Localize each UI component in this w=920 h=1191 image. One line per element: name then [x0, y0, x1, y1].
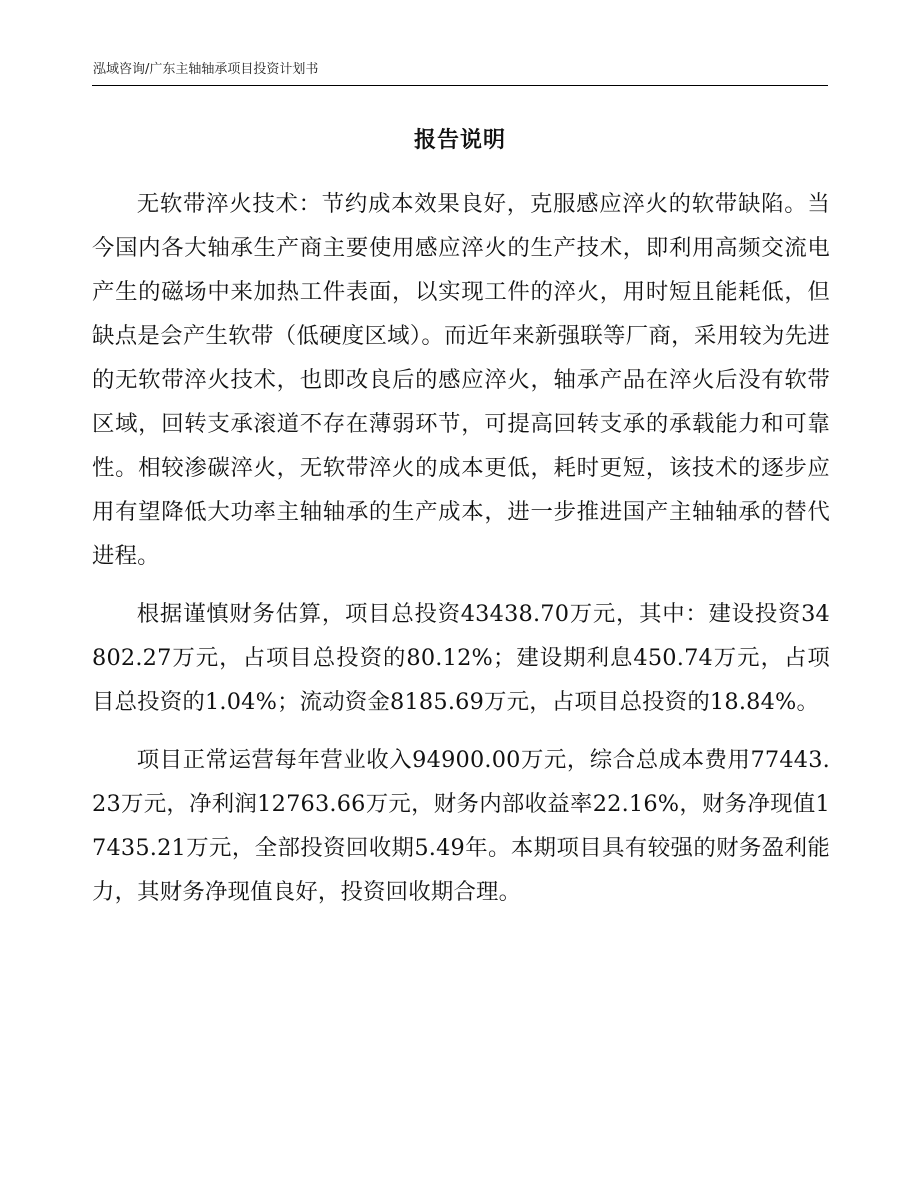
document-body: [92, 182, 830, 928]
paragraph-technology: 无软带淬火技术：节约成本效果良好，克服感应淬火的软带缺陷。当今国内各大轴承生产商主要使用感应淬火的生产技术，即利用高频交流电产生的磁场中来加热工件表面，以实现工件的淬火，用时短且能耗低，但缺点是会产生软带（低硬度区域）。而近年来新强联等厂商，采用较为先进的无软带淬火技术，也即改良后的感应淬火，轴承产品在淬火后没有软带区域，回转支承滚道不存在薄弱环节，可提高回转支承的承载能力和可靠性。相较渗碳淬火，无软带淬火的成本更低，耗时更短，该技术的逐步应用有望降低大功率主轴轴承的生产成本，进一步推进国产主轴轴承的替代进程。: [92, 191, 830, 569]
paragraph-financials: 项目正常运营每年营业收入94900.00万元，综合总成本费用77443.23万元，净利润12763.66万元，财务内部收益率22.16%，财务净现值17435.21万元，全部投资回收期5.49年。本期项目具有较强的财务盈利能力，其财务净现值良好，投资回收期合理。: [92, 747, 830, 905]
paragraph-investment: 根据谨慎财务估算，项目总投资43438.70万元，其中：建设投资34802.27万元，占项目总投资的80.12%；建设期利息450.74万元，占项目总投资的1.04%；流动资金8185.69万元，占项目总投资的18.84%。: [92, 601, 830, 715]
document-title: 报告说明: [413, 128, 506, 153]
page-header-breadcrumb: 泓域咨询/广东主轴轴承项目投资计划书: [93, 62, 319, 77]
header-divider: [92, 85, 828, 86]
